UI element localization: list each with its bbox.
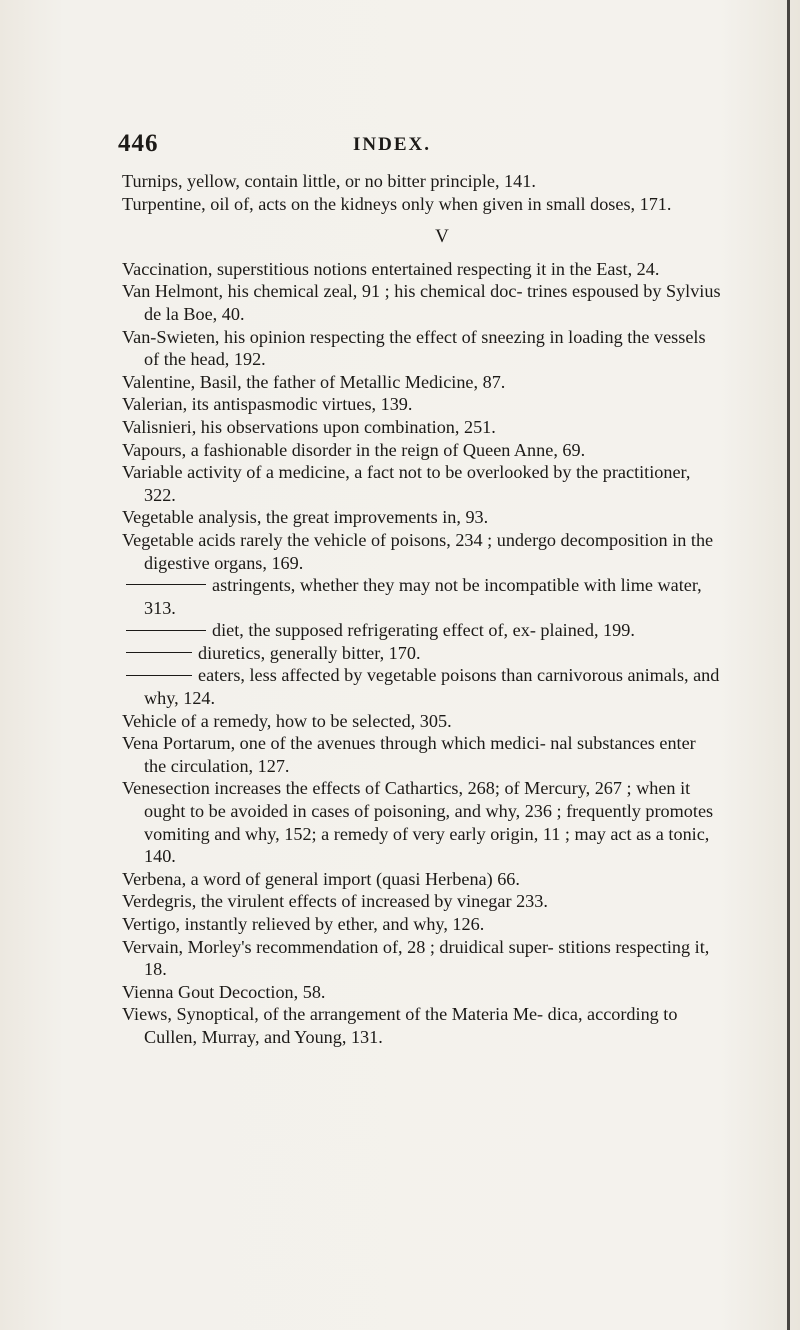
index-entry: Valisnieri, his observations upon combination, 251. <box>122 416 496 437</box>
index-entry: Verdegris, the virulent effects of increased by vinegar 233. <box>122 891 548 912</box>
subentry-text: astringents, whether they may not be incompatible with lime water, 313. <box>144 575 702 618</box>
index-entry: Venesection increases the effects of Cathartics, 268; of Mercury, 267 ; when it ought to be avoided in cases of poisoning, and why, 236 ; frequently promotes vomiting and why, 152; a remedy of very early origin, 11 ; may act as a tonic, 140. <box>122 778 714 867</box>
page-number: 446 <box>118 130 159 157</box>
subentry-text: eaters, less affected by vegetable poisons than carnivorous animals, and why, 124. <box>144 665 720 709</box>
index-subentry <box>122 664 722 709</box>
index-entry: Vegetable acids rarely the vehicle of poisons, 234 ; undergo decomposition in the digestive organs, 169. <box>122 529 714 573</box>
page-edge-border <box>787 0 790 1330</box>
repeat-dash <box>126 652 192 653</box>
index-entry: Vena Portarum, one of the avenues through which medici- nal substances enter the circulation, 127. <box>122 733 696 776</box>
index-entry: Vertigo, instantly relieved by ether, and why, 126. <box>122 914 485 934</box>
index-entry: Valentine, Basil, the father of Metallic Medicine, 87. <box>122 371 506 392</box>
page-header <box>0 130 800 160</box>
index-entry: Van-Swieten, his opinion respecting the effect of sneezing in loading the vessels of the head, 192. <box>122 326 706 370</box>
repeat-dash <box>126 675 192 676</box>
index-subentry <box>122 574 722 619</box>
subentry-text: diuretics, generally bitter, 170. <box>198 642 421 663</box>
index-entry: Turnips, yellow, contain little, or no bitter principle, 141. <box>122 171 536 191</box>
section-letter: V <box>435 226 449 248</box>
repeat-dash <box>126 630 206 631</box>
index-entry: Turpentine, oil of, acts on the kidneys only when given in small doses, 171. <box>122 193 672 214</box>
index-entry: Valerian, its antispasmodic virtues, 139. <box>122 394 413 415</box>
index-entry: Vegetable analysis, the great improvements in, 93. <box>122 507 489 528</box>
index-entry: Views, Synoptical, of the arrangement of the Materia Me- dica, according to Cullen, Murray, and Young, 131. <box>122 1004 678 1047</box>
index-entry: Vienna Gout Decoction, 58. <box>122 981 326 1002</box>
subentry-text: diet, the supposed refrigerating effect of, ex- plained, 199. <box>212 620 635 641</box>
index-entry: Vaccination, superstitious notions entertained respecting it in the East, 24. <box>122 258 660 279</box>
index-content <box>122 170 722 1049</box>
index-subentry <box>122 642 722 665</box>
index-entry: Vervain, Morley's recommendation of, 28 ; druidical super- stitions respecting it, 18. <box>122 936 710 980</box>
index-entry: Verbena, a word of general import (quasi Herbena) 66. <box>122 868 520 889</box>
repeat-dash <box>126 584 206 585</box>
running-head: INDEX. <box>353 134 431 155</box>
index-entry: Vehicle of a remedy, how to be selected, 305. <box>122 710 452 731</box>
index-entry: Variable activity of a medicine, a fact not to be overlooked by the practitioner, 322. <box>122 462 691 505</box>
index-subentry <box>122 619 722 642</box>
index-entry: Vapours, a fashionable disorder in the reign of Queen Anne, 69. <box>122 439 586 460</box>
index-entry: Van Helmont, his chemical zeal, 91 ; his chemical doc- trines espoused by Sylvius de la Boe, 40. <box>122 281 721 324</box>
